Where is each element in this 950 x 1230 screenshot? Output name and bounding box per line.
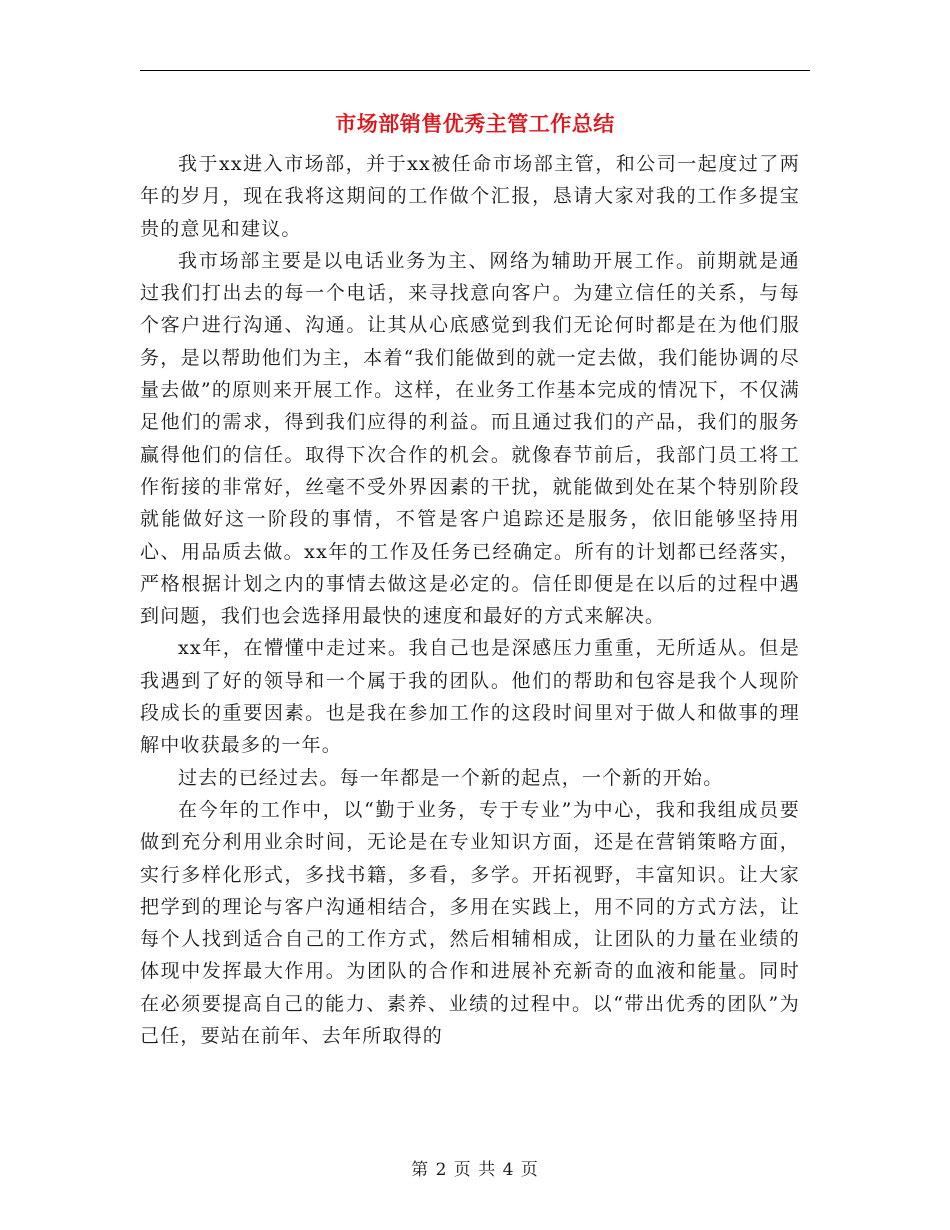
document-title: 市场部销售优秀主管工作总结	[335, 111, 615, 136]
document-body	[140, 148, 800, 1052]
paragraph-3: xx年，在懵懂中走过来。我自己也是深感压力重重，无所适从。但是我遇到了好的领导和一个属于我的团队。他们的帮助和包容是我个人现阶段成长的重要因素。也是我在参加工作的这段时间里对于做人和做事的理解中收获最多的一年。	[140, 637, 800, 757]
paragraph-4: 过去的已经过去。每一年都是一个新的起点，一个新的开始。	[178, 766, 724, 789]
page-number-footer: 第 2 页 共 4 页	[411, 1160, 539, 1180]
header-rule	[140, 70, 810, 71]
paragraph-2: 我市场部主要是以电话业务为主、网络为辅助开展工作。前期就是通过我们打出去的每一个电话，来寻找意向客户。为建立信任的关系，与每个客户进行沟通、沟通。让其从心底感觉到我们无论何时都是在为他们服务，是以帮助他们为主，本着“我们能做到的就一定去做，我们能协调的尽量去做”的原则来开展工作。这样，在业务工作基本完成的情况下，不仅满足他们的需求，得到我们应得的利益。而且通过我们的产品，我们的服务赢得他们的信任。取得下次合作的机会。就像春节前后，我部门员工将工作衔接的非常好，丝毫不受外界因素的干扰，就能做到处在某个特别阶段就能做好这一阶段的事情，不管是客户追踪还是服务，依旧能够坚持用心、用品质去做。xx年的工作及任务已经确定。所有的计划都已经落实，严格根据计划之内的事情去做这是必定的。信任即便是在以后的过程中遇到问题，我们也会选择用最快的速度和最好的方式来解决。	[140, 249, 800, 628]
paragraph-1: 我于xx进入市场部，并于xx被任命市场部主管，和公司一起度过了两年的岁月，现在我将这期间的工作做个汇报，恳请大家对我的工作多提宝贵的意见和建议。	[140, 153, 800, 240]
paragraph-5: 在今年的工作中，以“勤于业务，专于专业”为中心，我和我组成员要做到充分利用业余时间，无论是在专业知识方面，还是在营销策略方面，实行多样化形式，多找书籍，多看，多学。开拓视野，丰富知识。让大家把学到的理论与客户沟通相结合，多用在实践上，用不同的方式方法，让每个人找到适合自己的工作方式，然后相辅相成，让团队的力量在业绩的体现中发挥最大作用。为团队的合作和进展补充新奇的血液和能量。同时在必须要提高自己的能力、素养、业绩的过程中。以“带出优秀的团队”为己任，要站在前年、去年所取得的	[140, 798, 800, 1048]
